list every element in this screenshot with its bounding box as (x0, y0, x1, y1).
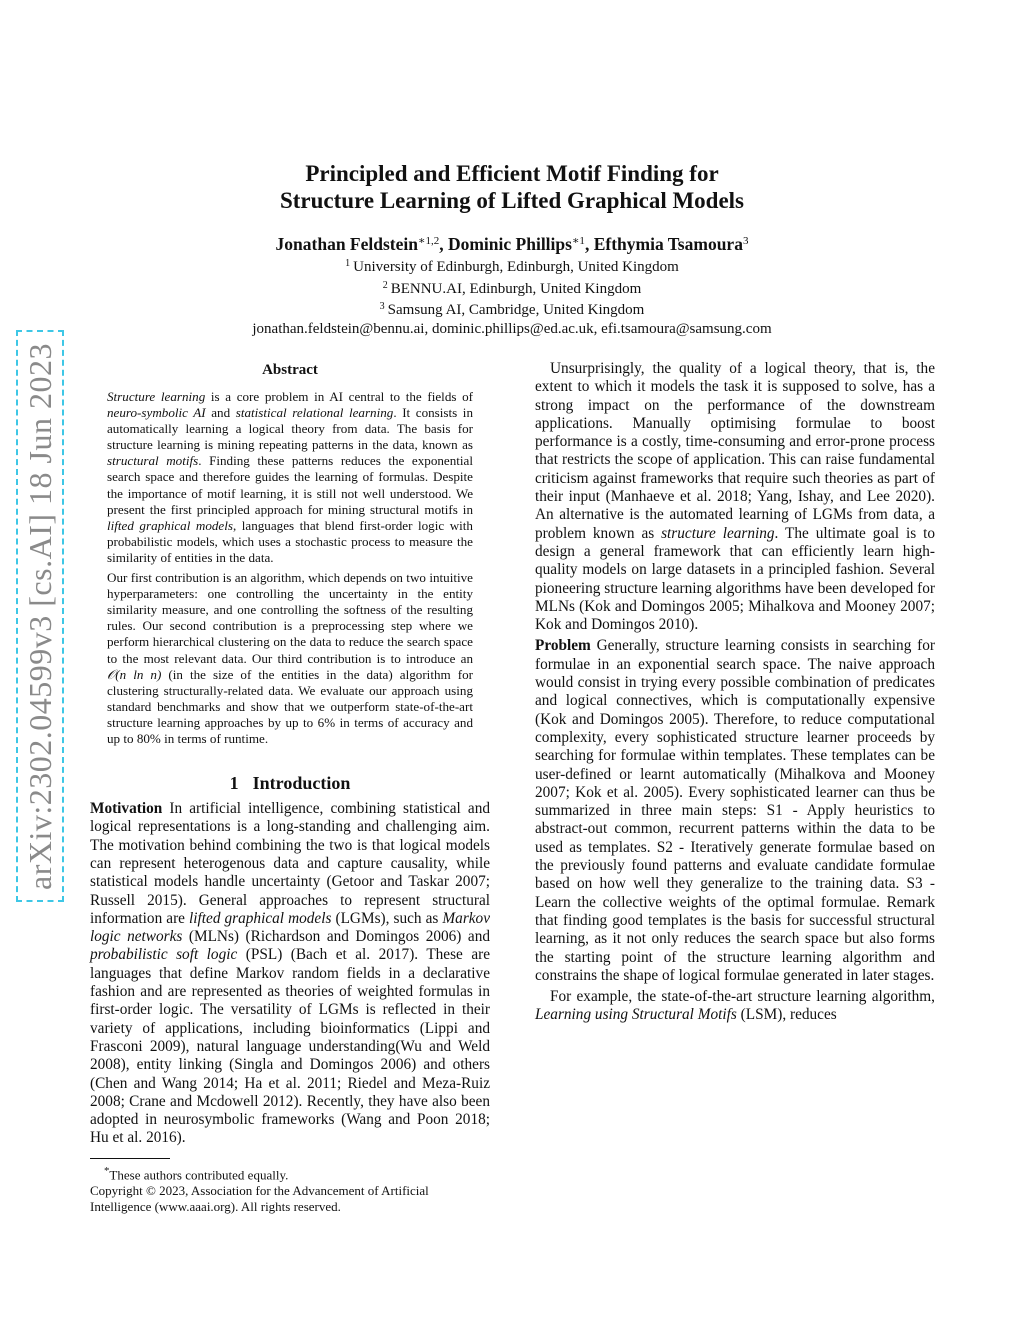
text-run: Unsurprisingly, the quality of a logical theory, that is, the extent to which it models the task it is supposed to solve, has a strong impact on the performance of the downstream applications. Manually optimising formulae to boost performance is a costly, time-consuming and error-prone process that restricts the scope of application. This can raise fundamental criticism against frameworks that require such theories as part of their input (Manhaeve et al. 2018; Yang, Ishay, and Lee 2020). An alternative is the automated learning of LGMs from data, a problem known as (535, 360, 935, 542)
affiliation-text: Samsung AI, Cambridge, United Kingdom (387, 302, 645, 318)
run-heading: Motivation (90, 800, 163, 818)
emphasized-text: Structure learning (107, 389, 206, 404)
text-run: is a core problem in AI central to the fields of (205, 389, 473, 404)
introduction-body (90, 800, 490, 1148)
emphasized-text: probabilistic soft logic (90, 946, 238, 964)
left-column (90, 362, 490, 1215)
abstract (90, 389, 490, 747)
text-run: , languages that blend first-order logic with probabilistic models, which uses a stochastic process to measure the similarity of entities in the data. (107, 517, 473, 565)
motivation-paragraph (90, 800, 490, 1148)
copyright-notice: Copyright © 2023, Association for the Advancement of Artificial Intelligence (www.aaai.org). All rights reserved. (90, 1183, 429, 1215)
affiliation-number: 2 (382, 279, 388, 291)
footnote-text: These authors contributed equally. (109, 1167, 289, 1183)
quality-paragraph (535, 360, 935, 634)
text-run: . Finding these patterns reduces the exponential search space and therefore guides the learning of formulas. Despite the importance of motif learning, it is still not well understood. We present the first principled approach for mining structural motifs in (107, 453, 473, 517)
right-column (535, 360, 935, 1028)
footnote-mark: * (104, 1164, 110, 1177)
emphasized-text: 𝒪(n ln n) (107, 666, 162, 682)
abstract-heading: Abstract (262, 362, 318, 378)
abstract-paragraph (107, 389, 473, 566)
text-run: . The ultimate goal is to design a general framework that can efficiently learn high-quality models on large datasets in a principled fashion. Several pioneering structure learning algorithms have been developed for MLNs (Kok and Domingos 2005; Mihalkova and Mooney 2007; Kok and Domingos 2010). (535, 524, 935, 634)
arxiv-identifier-stamp (16, 330, 64, 902)
affiliation-text: University of Edinburgh, Edinburgh, United Kingdom (353, 259, 679, 275)
paper-title (0, 160, 1024, 214)
run-heading: Problem (535, 637, 591, 655)
section-title: Introduction (252, 773, 351, 794)
affiliation-number: 3 (379, 301, 385, 312)
affiliation-3 (0, 298, 1024, 320)
paper-header (0, 160, 1024, 339)
author-marks: ∗1 (571, 235, 585, 247)
text-run: (in the size of the entities in the data) algorithm for clustering structurally-related data. We evaluate our approach using standard benchmarks and show that we outperform state-of-the-art structure learning approaches by up to 6% in terms of accuracy and up to 80% in terms of runtime. (107, 666, 473, 746)
emphasized-text: statistical relational learning (235, 405, 394, 421)
author-marks: ∗1,2 (417, 235, 440, 247)
author-name: Jonathan Feldstein (275, 234, 418, 254)
affiliation-1 (0, 255, 1024, 277)
title-line-2: Structure Learning of Lifted Graphical Models (279, 188, 745, 213)
text-run: (LSM), reduces (736, 1006, 837, 1024)
emphasized-text: structure learning (661, 524, 775, 542)
author-name: Efthymia Tsamoura (593, 234, 743, 254)
abstract-paragraph (107, 570, 473, 747)
author-separator: , (584, 234, 594, 254)
text-run: . It consists in automatically learning a logical theory from data. The basis for structure learning is mining repeating patterns in the data, known as (107, 405, 473, 453)
affiliation-2 (0, 277, 1024, 299)
emphasized-text: neuro-symbolic AI (107, 405, 206, 421)
author-emails: jonathan.feldstein@bennu.ai, dominic.phillips@ed.ac.uk, efi.tsamoura@samsung.com (252, 320, 772, 337)
text-run: (PSL) (Bach et al. 2017). These are languages that define Markov random fields in a declarative fashion and are represented as theories of weighted formulas in first-order logic. The versatility of LGMs is reflected in their variety of applications, including bioinformatics (Lippi and Frasconi 2009), natural language understanding(Wu and Weld 2008), entity linking (Singla and Domingos 2006) and others (Chen and Wang 2014; Ha et al. 2011; Riedel and Meza-Ruiz 2008; Crane and Mcdowell 2012). Recently, they have also been adopted in neurosymbolic frameworks (Wang and Poon 2018; Hu et al. 2016). (90, 946, 490, 1147)
problem-paragraph (535, 637, 935, 985)
footnote (90, 1163, 490, 1215)
section-heading-introduction (90, 773, 490, 794)
text-run: In artificial intelligence, combining statistical and logical representations is a long-standing and challenging aim. The motivation behind combining the two is that logical models can represent heterogenous data and capture causality, while statistical models handle uncertainty (Getoor and Taskar 2007; Russell 2015). General approaches to represent structural information are (90, 800, 490, 927)
text-run: (LGMs), such as (331, 909, 443, 927)
text-run: and (205, 405, 236, 421)
affiliation-text: BENNU.AI, Edinburgh, United Kingdom (390, 280, 642, 297)
emphasized-text: Markov logic networks (90, 909, 490, 946)
emphasized-text: lifted graphical models (107, 517, 233, 533)
author-list (0, 230, 1024, 255)
example-paragraph (535, 988, 935, 1025)
author-name: Dominic Phillips (447, 234, 572, 254)
section-number: 1 (229, 773, 239, 794)
text-run: Our first contribution is an algorithm, which depends on two intuitive hyperparameters: one controlling the uncertainty in the entity similarity measure, and one controlling the softness of the resulting rules. Our second contribution is a preprocessing step where we perform hierarchical clustering on the data to reduce the search space to the most relevant data. Our third contribution is to introduce an (107, 570, 473, 666)
arxiv-identifier-text: arXiv:2302.04599v3 [cs.AI] 18 Jun 2023 (21, 342, 58, 890)
title-line-1: Principled and Efficient Motif Finding for (305, 161, 719, 186)
text-run: For example, the state-of-the-art structure learning algorithm, (550, 988, 935, 1006)
author-separator: , (439, 234, 448, 254)
emphasized-text: lifted graphical models (189, 909, 332, 927)
text-run: Generally, structure learning consists in searching for formulae in an exponential search space. The naive approach would consist in trying every possible combination of predicates and logical connectives, which is computationally expensive (Kok and Domingos 2005). Therefore, to reduce computational complexity, every sophisticated structure learner proceeds by searching for formulae within templates. These templates can be user-defined or learnt automatically (Mihalkova and Mooney 2007; Kok et al. 2005). Every sophisticated learner can thus be summarized in three main steps: S1 - Apply heuristics to abstract-out common, recurrent patterns within the data to be used as templates. S2 - Iteratively generate formulae based on the previously found patterns and evaluate candidate formulae based on how well they generalize to the training data. S3 - Learn the collective weights of the optimal formulae. Remark that finding good templates is the basis for successful structural learning, as it not only reduces the search space but also forms the starting point of the structure learning algorithm and constrains the shape of logical formulae generated in later stages. (535, 637, 935, 984)
introduction-body-continued (535, 360, 935, 1025)
text-run: (MLNs) (Richardson and Domingos 2006) and (182, 928, 490, 946)
author-marks: 3 (742, 235, 749, 247)
footnote-equal-contribution (90, 1163, 490, 1183)
affiliation-number: 1 (345, 258, 351, 269)
footnote-rule (90, 1158, 170, 1159)
emphasized-text: structural motifs (107, 453, 199, 469)
emphasized-text: Learning using Structural Motifs (535, 1006, 737, 1024)
